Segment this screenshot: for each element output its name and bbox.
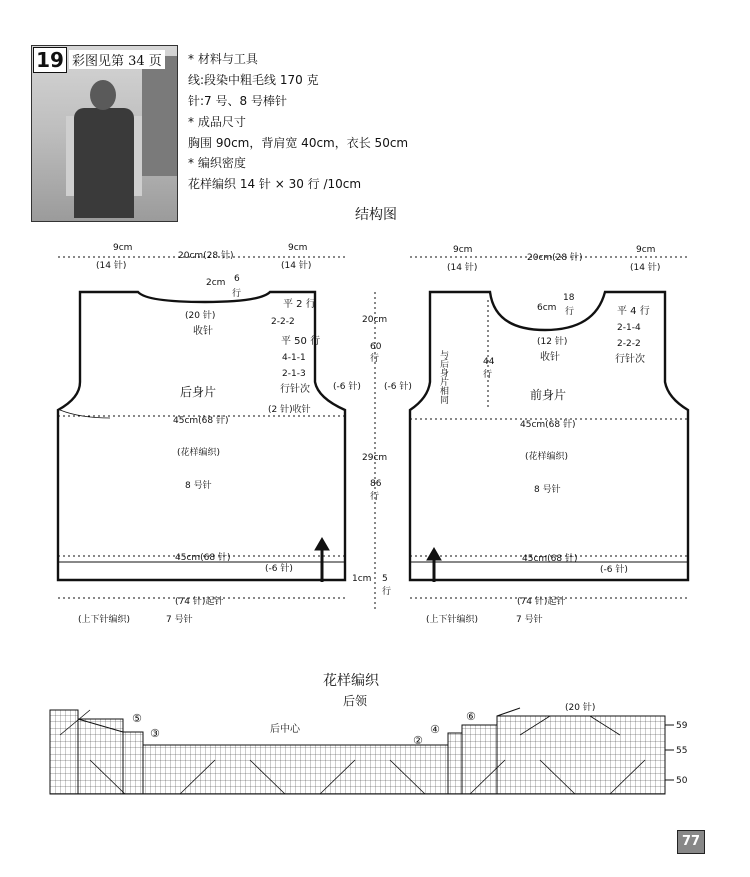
chart-subtitle: 后领 [343, 694, 368, 708]
row-50: 50 [676, 776, 688, 786]
front-flat4: 平 4 行 [617, 306, 650, 317]
front-neck-rows: 18 [563, 293, 575, 303]
front-top-mid: 20cm(28 针) [527, 253, 583, 263]
needle-info: 针:7 号、8 号棒针 [188, 94, 287, 108]
back-r222: 2-2-2 [271, 317, 295, 327]
back-r411: 4-1-1 [282, 353, 306, 363]
back-needle: 8 号针 [185, 481, 212, 491]
back-rib-needle: 7 号针 [166, 615, 193, 625]
chart-title: 花样编织 [323, 673, 379, 689]
back-hem-dec: (-6 针) [265, 564, 293, 574]
back-top-right-st: (14 针) [281, 261, 312, 271]
back-pattern: (花样编织) [177, 448, 221, 458]
back-hem-width: 45cm(68 针) [175, 553, 231, 563]
back-neck-rows: 6 [234, 274, 240, 284]
back-top-left-st: (14 针) [96, 261, 127, 271]
back-top-mid: 20cm(28 针) [178, 251, 234, 261]
back-dec-count: (20 针) [185, 311, 216, 321]
front-top-left-st: (14 针) [447, 263, 478, 273]
front-name: 前身片 [530, 388, 567, 402]
front-neck-depth: 6cm [537, 303, 557, 313]
marker-4: ④ [430, 723, 440, 736]
mid-h2-rows: 86 [370, 479, 382, 489]
mid-h1: 20cm [362, 315, 388, 325]
gauge-info: 花样编织 14 针 × 30 行 /10cm [188, 177, 362, 191]
mid-h3: 1cm [352, 574, 372, 584]
marker-5: ⑤ [132, 712, 142, 725]
mid-h3-rows: 5 [382, 574, 388, 584]
front-top-left: 9cm [453, 245, 473, 255]
row-59: 59 [676, 721, 688, 731]
back-neck-depth: 2cm [206, 278, 226, 288]
front-r214: 2-1-4 [617, 323, 641, 333]
back-dec2: (2 针)收针 [268, 405, 311, 415]
front-top-right: 9cm [636, 245, 656, 255]
front-hem-width: 45cm(68 针) [522, 554, 578, 564]
front-armhole: (-6 针) [384, 382, 412, 392]
marker-2: ② [413, 734, 423, 747]
back-rib: (上下针编织) [78, 615, 131, 625]
materials-title: * 材料与工具 [188, 52, 258, 66]
front-neck-rows2: 行 [565, 307, 575, 317]
back-chest: 45cm(68 针) [173, 416, 229, 426]
front-dec-count: (12 针) [537, 337, 568, 347]
front-rib-needle: 7 号针 [516, 615, 543, 625]
front-side-rows: 44 [483, 357, 495, 367]
row-55: 55 [676, 746, 688, 756]
page-number: 77 [677, 830, 705, 854]
mid-h3-rows2: 行 [382, 587, 392, 597]
back-top-right: 9cm [288, 243, 308, 253]
front-pattern: (花样编织) [525, 452, 569, 462]
pattern-number-badge: 19 [33, 47, 67, 73]
back-flat50: 平 50 行 [281, 336, 321, 347]
photo-reference: 彩图见第 34 页 [69, 50, 165, 69]
size-title: * 成品尺寸 [188, 115, 246, 129]
back-top-left: 9cm [113, 243, 133, 253]
mid-h2: 29cm [362, 453, 388, 463]
marker-6: ⑥ [466, 710, 476, 723]
front-same-as-back: 与后身片相同 [438, 350, 448, 404]
marker-3: ③ [150, 727, 160, 740]
gauge-title: * 编织密度 [188, 156, 246, 170]
front-hem-dec: (-6 针) [600, 565, 628, 575]
size-info: 胸围 90cm，背肩宽 40cm，衣长 50cm [188, 136, 409, 150]
mid-h2-rows2: 行 [370, 492, 380, 502]
front-r222: 2-2-2 [617, 339, 641, 349]
front-chest: 45cm(68 针) [520, 420, 576, 430]
front-side-rows2: 行 [483, 370, 493, 380]
back-name: 后身片 [180, 385, 217, 399]
front-dec-label: 收针 [540, 352, 560, 363]
front-needle: 8 号针 [534, 485, 561, 495]
mid-h1-rows2: 行 [370, 354, 380, 364]
mid-h1-rows: 60 [370, 342, 382, 352]
back-rowneedle: 行针次 [280, 384, 310, 395]
front-rowneedle: 行针次 [615, 354, 645, 365]
back-r213: 2-1-3 [282, 369, 306, 379]
front-cast-on: (74 针)起针 [517, 597, 566, 607]
top-count: (20 针) [565, 703, 596, 713]
center-label: 后中心 [270, 724, 300, 735]
back-dec-label: 收针 [193, 326, 213, 337]
front-top-right-st: (14 针) [630, 263, 661, 273]
front-rib: (上下针编织) [426, 615, 479, 625]
back-neck-rows2: 行 [232, 289, 242, 299]
back-armhole: (-6 针) [333, 382, 361, 392]
back-cast-on: (74 针)起针 [175, 597, 224, 607]
structure-title: 结构图 [355, 207, 397, 223]
back-flat2: 平 2 行 [283, 299, 316, 310]
chart-grid [50, 708, 665, 794]
yarn-info: 线:段染中粗毛线 170 克 [188, 73, 319, 87]
